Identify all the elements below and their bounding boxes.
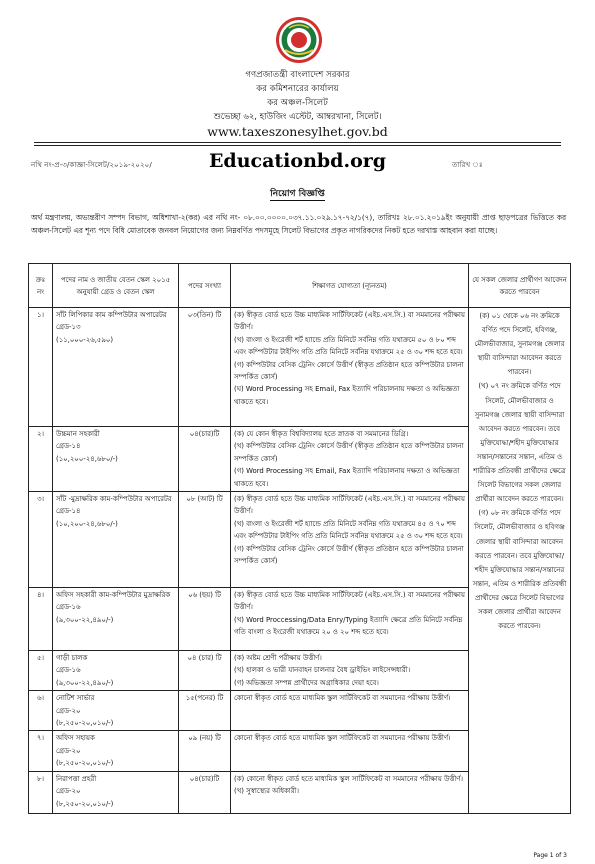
row-count: ০৮ (আট) টি: [179, 492, 231, 588]
row-post: সাঁট লিপিকার কাম কম্পিউটার অপারেটর গ্রেড-১৩ (১১,০০০-২৬,৫৯০): [53, 308, 179, 427]
row-qualification: (ক) যে কোন স্বীকৃত বিশ্ববিদ্যালয় হতে স্নাতক বা সমমানের ডিগ্রি। (খ) কম্পিউটার বেসিক ট্রেনিং কোর্সে উত্তীর্ণ (স্বীকৃত প্রতিষ্ঠান হতে কম্পিউটার চালনা সম্পর্কিত কোর্স) (গ) Word Processing সহ Email, Fax ইত্যাদি পরিচালনায় দক্ষতা ও অভিজ্ঞতা থাকতে হবে।: [231, 427, 469, 492]
row-post: নিরাপত্তা প্রহরী গ্রেড-২০ (৮,২৫০-২০,০১০/-): [53, 771, 179, 813]
row-count: ১৫(পনের) টি: [179, 691, 231, 731]
website-link[interactable]: www.taxeszonesylhet.gov.bd: [207, 124, 388, 139]
table-row: [29, 308, 571, 427]
row-serial: ৮।: [29, 771, 53, 813]
row-qualification: (ক) স্বীকৃত বোর্ড হতে উচ্চ মাধ্যমিক সার্টিফিকেট (এইচ.এস.সি.) বা সমমানের পরীক্ষায় উত্তীর্ণ। (খ) Word Proccessing/Data Enry/Typing ইত্যাদি ক্ষেত্রে প্রতি মিনিটে সর্বনিম্ন গতি বাংলা ও ইংরেজী যথাক্রমে ২০ ও ২০ শব্দ হতে হবে।: [231, 588, 469, 651]
row-post: সাঁট -মুদ্রাক্ষরিক কাম-কম্পিউটার অপারেটর গ্রেড-১৪ (১০,২০০-২৪,৬৮০/-): [53, 492, 179, 588]
header-district: যে সকল জেলার প্রার্থীগণ আবেদন করতে পারবেন: [469, 264, 571, 308]
row-qualification: কোনো স্বীকৃত বোর্ড হতে মাধ্যমিক স্কুল সার্টিফিকেট বা সমমানের পরীক্ষায় উত্তীর্ণ।: [231, 691, 469, 731]
intro-paragraph: অর্থ মন্ত্রণালয়, অভ্যন্তরীণ সম্পদ বিভাগ, অধিশাখা-২(কর) এর নথি নং- ০৮.০০.০০০০.০৩৭.১১.০২৯.১৭-৭২/১(৭), তারিখঃ ২৮.০১.২০১৯ইং অনুযায়ী প্রাপ্ত ছাড়পত্রের ভিত্তিতে কর অঞ্চল-সিলেট এর শূন্য পদে বিধি মোতাবেক জনবল নিয়োগের জন্য নিম্নবর্ণিত পদসমূহে সিলেট বিভাগের প্রকৃত নাগরিকদের নিকট হতে দরখাস্ত আহবান করা যাচ্ছে।: [31, 213, 566, 235]
row-post: নোটিশ সার্ভার গ্রেড-২০ (৮,২৫০-২০,০১০/-): [53, 691, 179, 731]
header-divider-2: [34, 145, 561, 146]
header-serial: ক্রঃ নং: [29, 264, 53, 308]
header-divider: [34, 142, 561, 143]
row-post: অফিস সহকারী কাম-কম্পিউটার মুদ্রাক্ষরিক গ্রেড-১৬ (৯,৩০০-২২,৪৯০/-): [53, 588, 179, 651]
row-serial: ৬।: [29, 691, 53, 731]
row-count: ০৪ (চার) টি: [179, 651, 231, 691]
government-name: গণপ্রজাতন্ত্রী বাংলাদেশ সরকার: [245, 70, 350, 80]
header-post: পদের নাম ও জাতীয় বেতন স্কেল ২০১৫ অনুযায়ী গ্রেড ও বেতন স্কেল: [53, 264, 179, 308]
memo-number: নথি নং-প্র-৩/কাজ্ঞা-সিলেট/২০১৯-২০২০/: [31, 160, 152, 169]
office-address: শুভেচ্ছা ৬২, হাউজিং এস্টেট, আম্বরখানা, সিলেট।: [213, 111, 382, 121]
government-emblem-icon: [275, 16, 323, 64]
header-qualification: শিক্ষাগত যোগ্যতা (ন্যূনতম): [231, 264, 469, 308]
row-post: গাড়ী চালক গ্রেড-১৬ (৯,৩০০-২২,৪৯০/-): [53, 651, 179, 691]
row-count: ০৪(চার)টি: [179, 427, 231, 492]
office-name: কর কমিশনারের কার্যালয়: [256, 84, 339, 94]
row-qualification: (ক) স্বীকৃত বোর্ড হতে উচ্চ মাধ্যমিক সার্টিফিকেট (এইচ.এস.সি.) বা সমমানের পরীক্ষায় উত্তীর্ণ। (খ) বাংলা ও ইংরেজী শর্ট হ্যান্ডে প্রতি মিনিটে সর্বনিম্ন গতি যথাক্রমে ৫০ ও ৮০ শব্দ এবং কম্পিউটার টাইপিং গতি প্রতি মিনিটে সর্বনিম্ন যথাক্রমে ২৫ ও ৩০ শব্দ হতে হবে। (গ) কম্পিউটার বেসিক ট্রেনিং কোর্সে উত্তীর্ণ (স্বীকৃত প্রতিষ্ঠান হতে কম্পিউটার চালনা সম্পর্কিত কোর্স) (ঘ) Word Processing সহ Email, Fax ইত্যাদি পরিচালনায় দক্ষতা ও অভিজ্ঞতা থাকতে হবে।: [231, 308, 469, 427]
row-serial: ৭।: [29, 731, 53, 771]
row-serial: ৩।: [29, 492, 53, 588]
row-qualification: কোনো স্বীকৃত বোর্ড হতে মাধ্যমিক স্কুল সার্টিফিকেট বা সমমানের পরীক্ষায় উত্তীর্ণ।: [231, 731, 469, 771]
row-serial: ৫।: [29, 651, 53, 691]
row-count: ০৪(চার)টি: [179, 771, 231, 813]
row-count: ০৯ (নয়) টি: [179, 731, 231, 771]
row-serial: ৪।: [29, 588, 53, 651]
row-serial: ২।: [29, 427, 53, 492]
date-label: তারিখ ঃ: [452, 160, 483, 169]
table-header-row: [29, 264, 571, 308]
page-number: Page 1 of 3: [533, 852, 567, 859]
row-post: অফিস সহায়ক গ্রেড-২০ (৮,২৫০-২০,০১০/-): [53, 731, 179, 771]
vacancy-table: [28, 263, 571, 814]
district-eligibility-cell: (ক) ০১ থেকে ০৬ নং ক্রমিকে বর্ণিত পদে সিলেট, হবিগঞ্জ, মৌলভীবাজার, সুনামগঞ্জ জেলার স্থায়ী বাসিন্দারা আবেদন করতে পারবেন। (খ) ০৭ নং ক্রমিকে বর্ণিত পদে সিলেট, মৌলভীবাজার ও সুনামগঞ্জ জেলার স্থায়ী বাসিন্দারা আবেদন করতে পারবেন। তবে মুক্তিযোদ্ধা/শহীদ মুক্তিযোদ্ধার সন্তান/সন্তানের সন্তান, এতিম ও শারীরিক প্রতিবন্ধী প্রার্থীদের ক্ষেত্রে সিলেট বিভাগের সকল জেলার প্রার্থীরা আবেদন করতে পারবেন। (গ) ০৮ নং ক্রমিকে বর্ণিত পদে সিলেট, মৌলভীবাজার ও হবিগঞ্জ জেলার স্থায়ী বাসিন্দারা আবেদন করতে পারবেন। তবে মুক্তিযোদ্ধা/শহীদ মুক্তিযোদ্ধার সন্তান/সন্তানের সন্তান, এতিম ও শারীরিক প্রতিবন্ধী প্রার্থীদের ক্ষেত্রে সিলেট বিভাগের সকল জেলার প্রার্থীরা আবেদন করতে পারবেন।: [469, 308, 571, 814]
watermark-text: Educationbd.org: [208, 150, 387, 172]
row-qualification: (ক) অষ্টম শ্রেণী পরীক্ষায় উত্তীর্ণ। (খ) হালকা ও ভারী যানবাহন চালনার বৈধ ড্রাইভিং লাইসেন্সধারী। (গ) অভিজ্ঞতা সম্পন্ন প্রার্থীদের অগ্রাধিকার দেয়া হবে।: [231, 651, 469, 691]
tax-zone-name: কর অঞ্চল-সিলেট: [267, 98, 328, 108]
row-qualification: (ক) স্বীকৃত বোর্ড হতে উচ্চ মাধ্যমিক সার্টিফিকেট (এইচ.এস.সি.) বা সমমানের পরীক্ষায় উত্তীর্ণ। (খ) বাংলা ও ইংরেজী শর্ট হ্যান্ডে প্রতি মিনিটে সর্বনিম্ন গতি যথাক্রমে ৪৫ ও ৭০ শব্দ এবং কম্পিউটার টাইপিং গতি প্রতি মিনিটে সর্বনিম্ন যথাক্রমে ২৫ ও ৩০ শব্দ হতে হবে। (গ) কম্পিউটার বেসিক ট্রেনিং কোর্সে উত্তীর্ণ (স্বীকৃত প্রতিষ্ঠান হতে কম্পিউটার চালনা সম্পর্কিত কোর্স): [231, 492, 469, 588]
row-serial: ১।: [29, 308, 53, 427]
header-count: পদের সংখ্যা: [179, 264, 231, 308]
notice-title: নিয়োগ বিজ্ঞপ্তি: [270, 189, 325, 199]
row-count: ০৬ (ছয়) টি: [179, 588, 231, 651]
row-qualification: (ক) কোনো স্বীকৃত বোর্ড হতে মাধ্যমিক স্কুল সার্টিফিকেট বা সমমানের পরীক্ষায় উত্তীর্ণ। (খ) সুস্বাস্থ্যের অধিকারী।: [231, 771, 469, 813]
row-post: উচ্চমান সহকারী গ্রেড-১৪ (১০,২০০-২৪,৬৮০/-): [53, 427, 179, 492]
row-count: ০৩(তিন) টি: [179, 308, 231, 427]
